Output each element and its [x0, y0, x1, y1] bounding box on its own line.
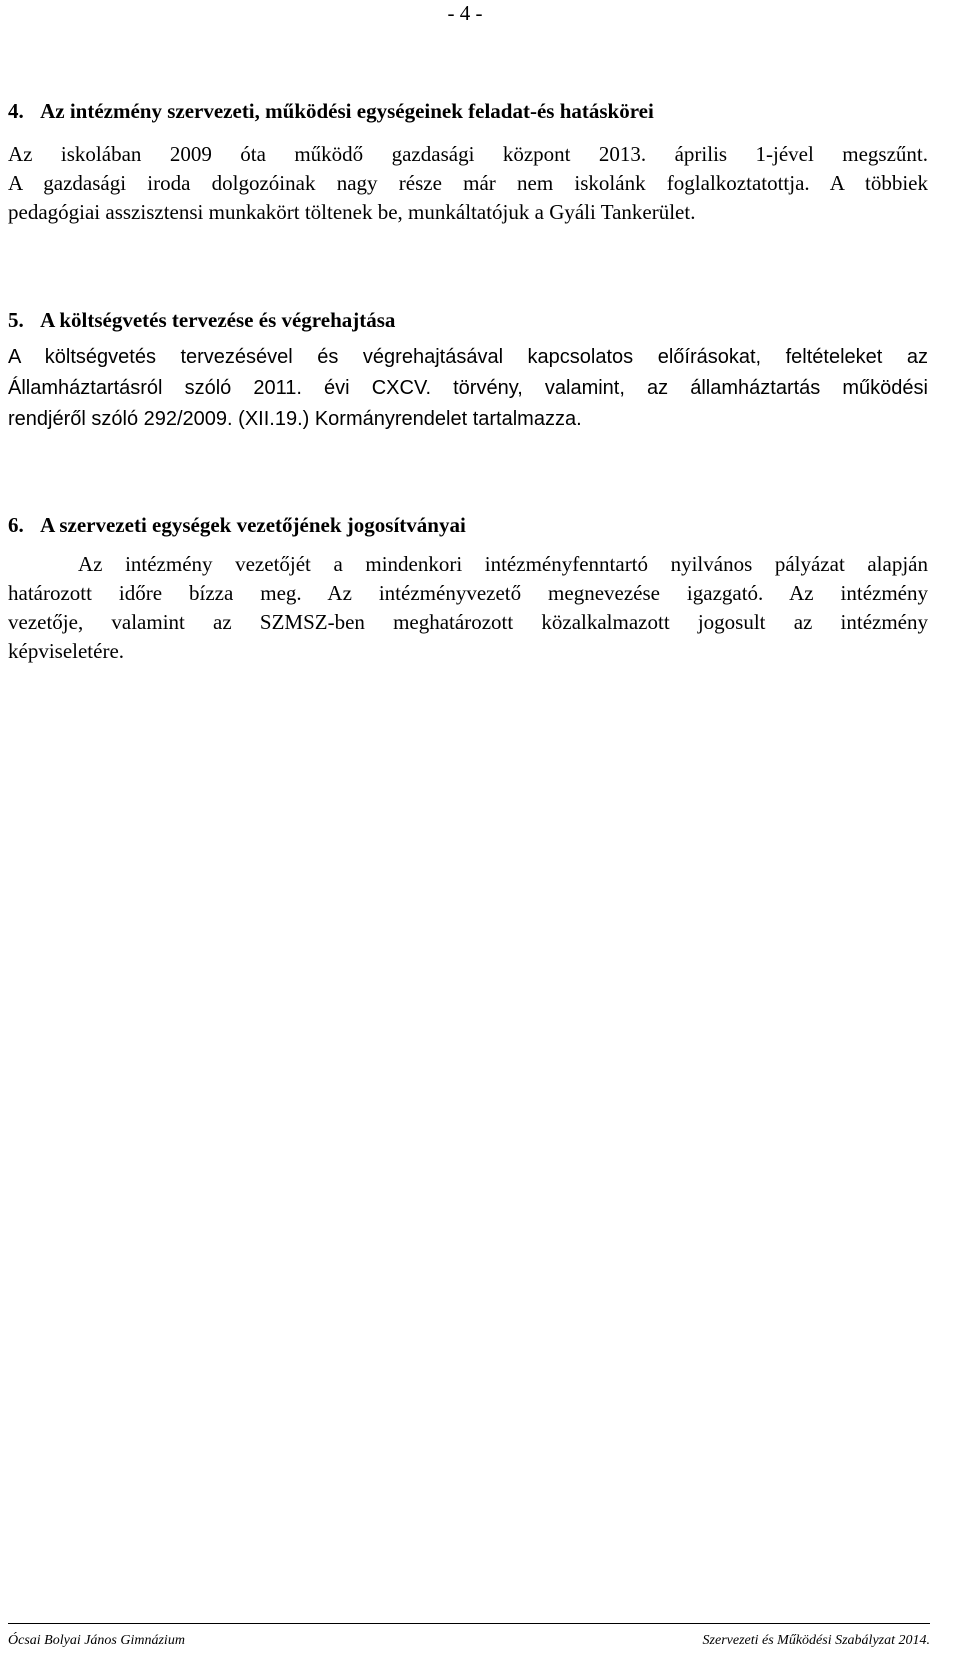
paragraph-line: pedagógiai asszisztensi munkakört töltenek be, munkáltatójuk a Gyáli Tankerület.: [8, 200, 696, 224]
section-6-title: A szervezeti egységek vezetőjének jogosítványai: [40, 513, 466, 537]
section-5-paragraph: [8, 346, 928, 439]
section-5-title: A költségvetés tervezése és végrehajtása: [40, 308, 396, 332]
section-6-heading: [8, 511, 930, 539]
footer-divider: [8, 1623, 930, 1624]
footer-document-title: Szervezeti és Működési Szabályzat 2014.: [702, 1633, 930, 1648]
paragraph-line: vezetője, valamint az SZMSZ-ben meghatározott közalkalmazott jogosult az intézmény: [8, 610, 928, 634]
paragraph-line: Az iskolában 2009 óta működő gazdasági központ 2013. április 1-jével megszűnt.: [8, 142, 928, 166]
section-4-title: Az intézmény szervezeti, működési egységeinek feladat-és hatáskörei: [40, 99, 654, 123]
page-number: - 4 -: [447, 1, 483, 25]
section-4-number: 4.: [8, 99, 24, 123]
paragraph-line: rendjéről szóló 292/2009. (XII.19.) Kormányrendelet tartalmazza.: [8, 408, 582, 430]
section-6-number: 6.: [8, 513, 24, 537]
paragraph-line: Az intézmény vezetőjét a mindenkori intézményfenntartó nyilvános pályázat alapján: [78, 552, 928, 576]
section-6-paragraph: [8, 552, 928, 668]
section-5-number: 5.: [8, 308, 24, 332]
paragraph-line: képviseletére.: [8, 639, 125, 663]
paragraph-line: A gazdasági iroda dolgozóinak nagy része már nem iskolánk foglalkoztatottja. A többiek: [8, 171, 928, 195]
paragraph-line: határozott időre bízza meg. Az intézményvezető megnevezése igazgató. Az intézmény: [8, 581, 928, 605]
paragraph-line: Államháztartásról szóló 2011. évi CXCV. törvény, valamint, az államháztartás működési: [8, 377, 928, 399]
section-4-paragraph: [8, 142, 928, 229]
paragraph-line: A költségvetés tervezésével és végrehajtásával kapcsolatos előírásokat, feltételeket az: [8, 346, 928, 368]
section-4-heading: [8, 97, 930, 125]
footer-school-name: Ócsai Bolyai János Gimnázium: [8, 1633, 185, 1648]
section-5-heading: [8, 306, 930, 334]
